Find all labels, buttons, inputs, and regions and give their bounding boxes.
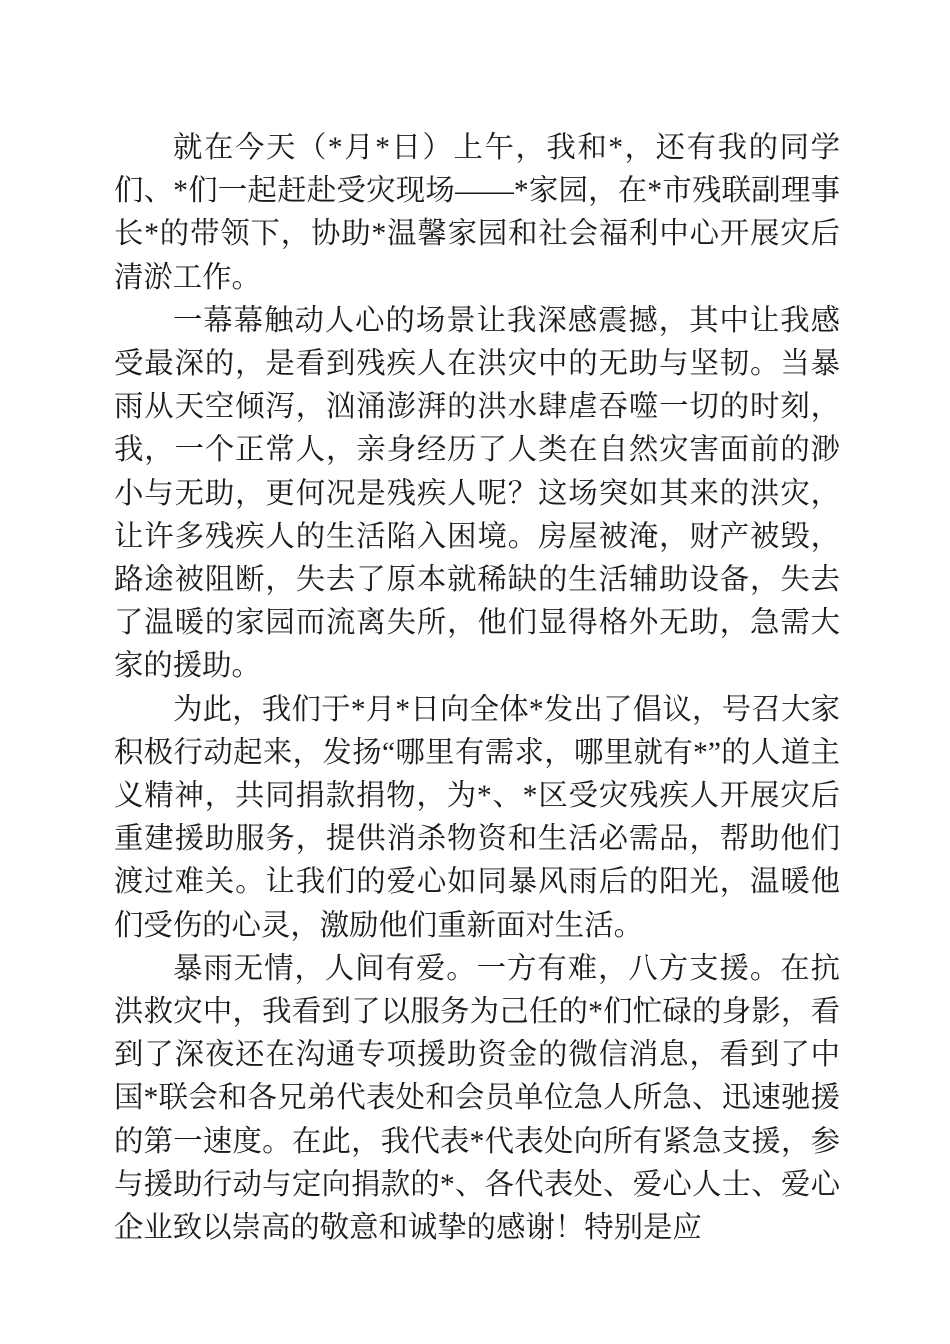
paragraph-3: 为此，我们于*月*日向全体*发出了倡议，号召大家积极行动起来，发扬“哪里有需求，哪里就有*”的人道主义精神，共同捐款捐物，为*、*区受灾残疾人开展灾后重建援助服务，提供消杀物资和生活必需品，帮助他们渡过难关。让我们的爱心如同暴风雨后的阳光，温暖他们受伤的心灵，激励他们重新面对生活。: [114, 693, 840, 942]
document-text-body: [114, 127, 840, 1250]
paragraph-2: 一幕幕触动人心的场景让我深感震撼，其中让我感受最深的，是看到残疾人在洪灾中的无助与坚韧。当暴雨从天空倾泻，汹涌澎湃的洪水肆虐吞噬一切的时刻，我，一个正常人，亲身经历了人类在自然灾害面前的渺小与无助，更何况是残疾人呢？这场突如其来的洪灾，让许多残疾人的生活陷入困境。房屋被淹，财产被毁，路途被阻断，失去了原本就稀缺的生活辅助设备，失去了温暖的家园而流离失所，他们显得格外无助，急需大家的援助。: [114, 304, 840, 683]
paragraph-1: 就在今天（*月*日）上午，我和*，还有我的同学们、*们一起赶赴受灾现场——*家园，在*市残联副理事长*的带领下，协助*温馨家园和社会福利中心开展灾后清淤工作。: [114, 132, 840, 294]
paragraph-4: 暴雨无情，人间有爱。一方有难，八方支援。在抗洪救灾中，我看到了以服务为己任的*们忙碌的身影，看到了深夜还在沟通专项援助资金的微信消息，看到了中国*联会和各兄弟代表处和会员单位急人所急、迅速驰援的第一速度。在此，我代表*代表处向所有紧急支援，参与援助行动与定向捐款的*、各代表处、爱心人士、爱心企业致以崇高的敬意和诚挚的感谢！特别是应: [114, 952, 840, 1245]
